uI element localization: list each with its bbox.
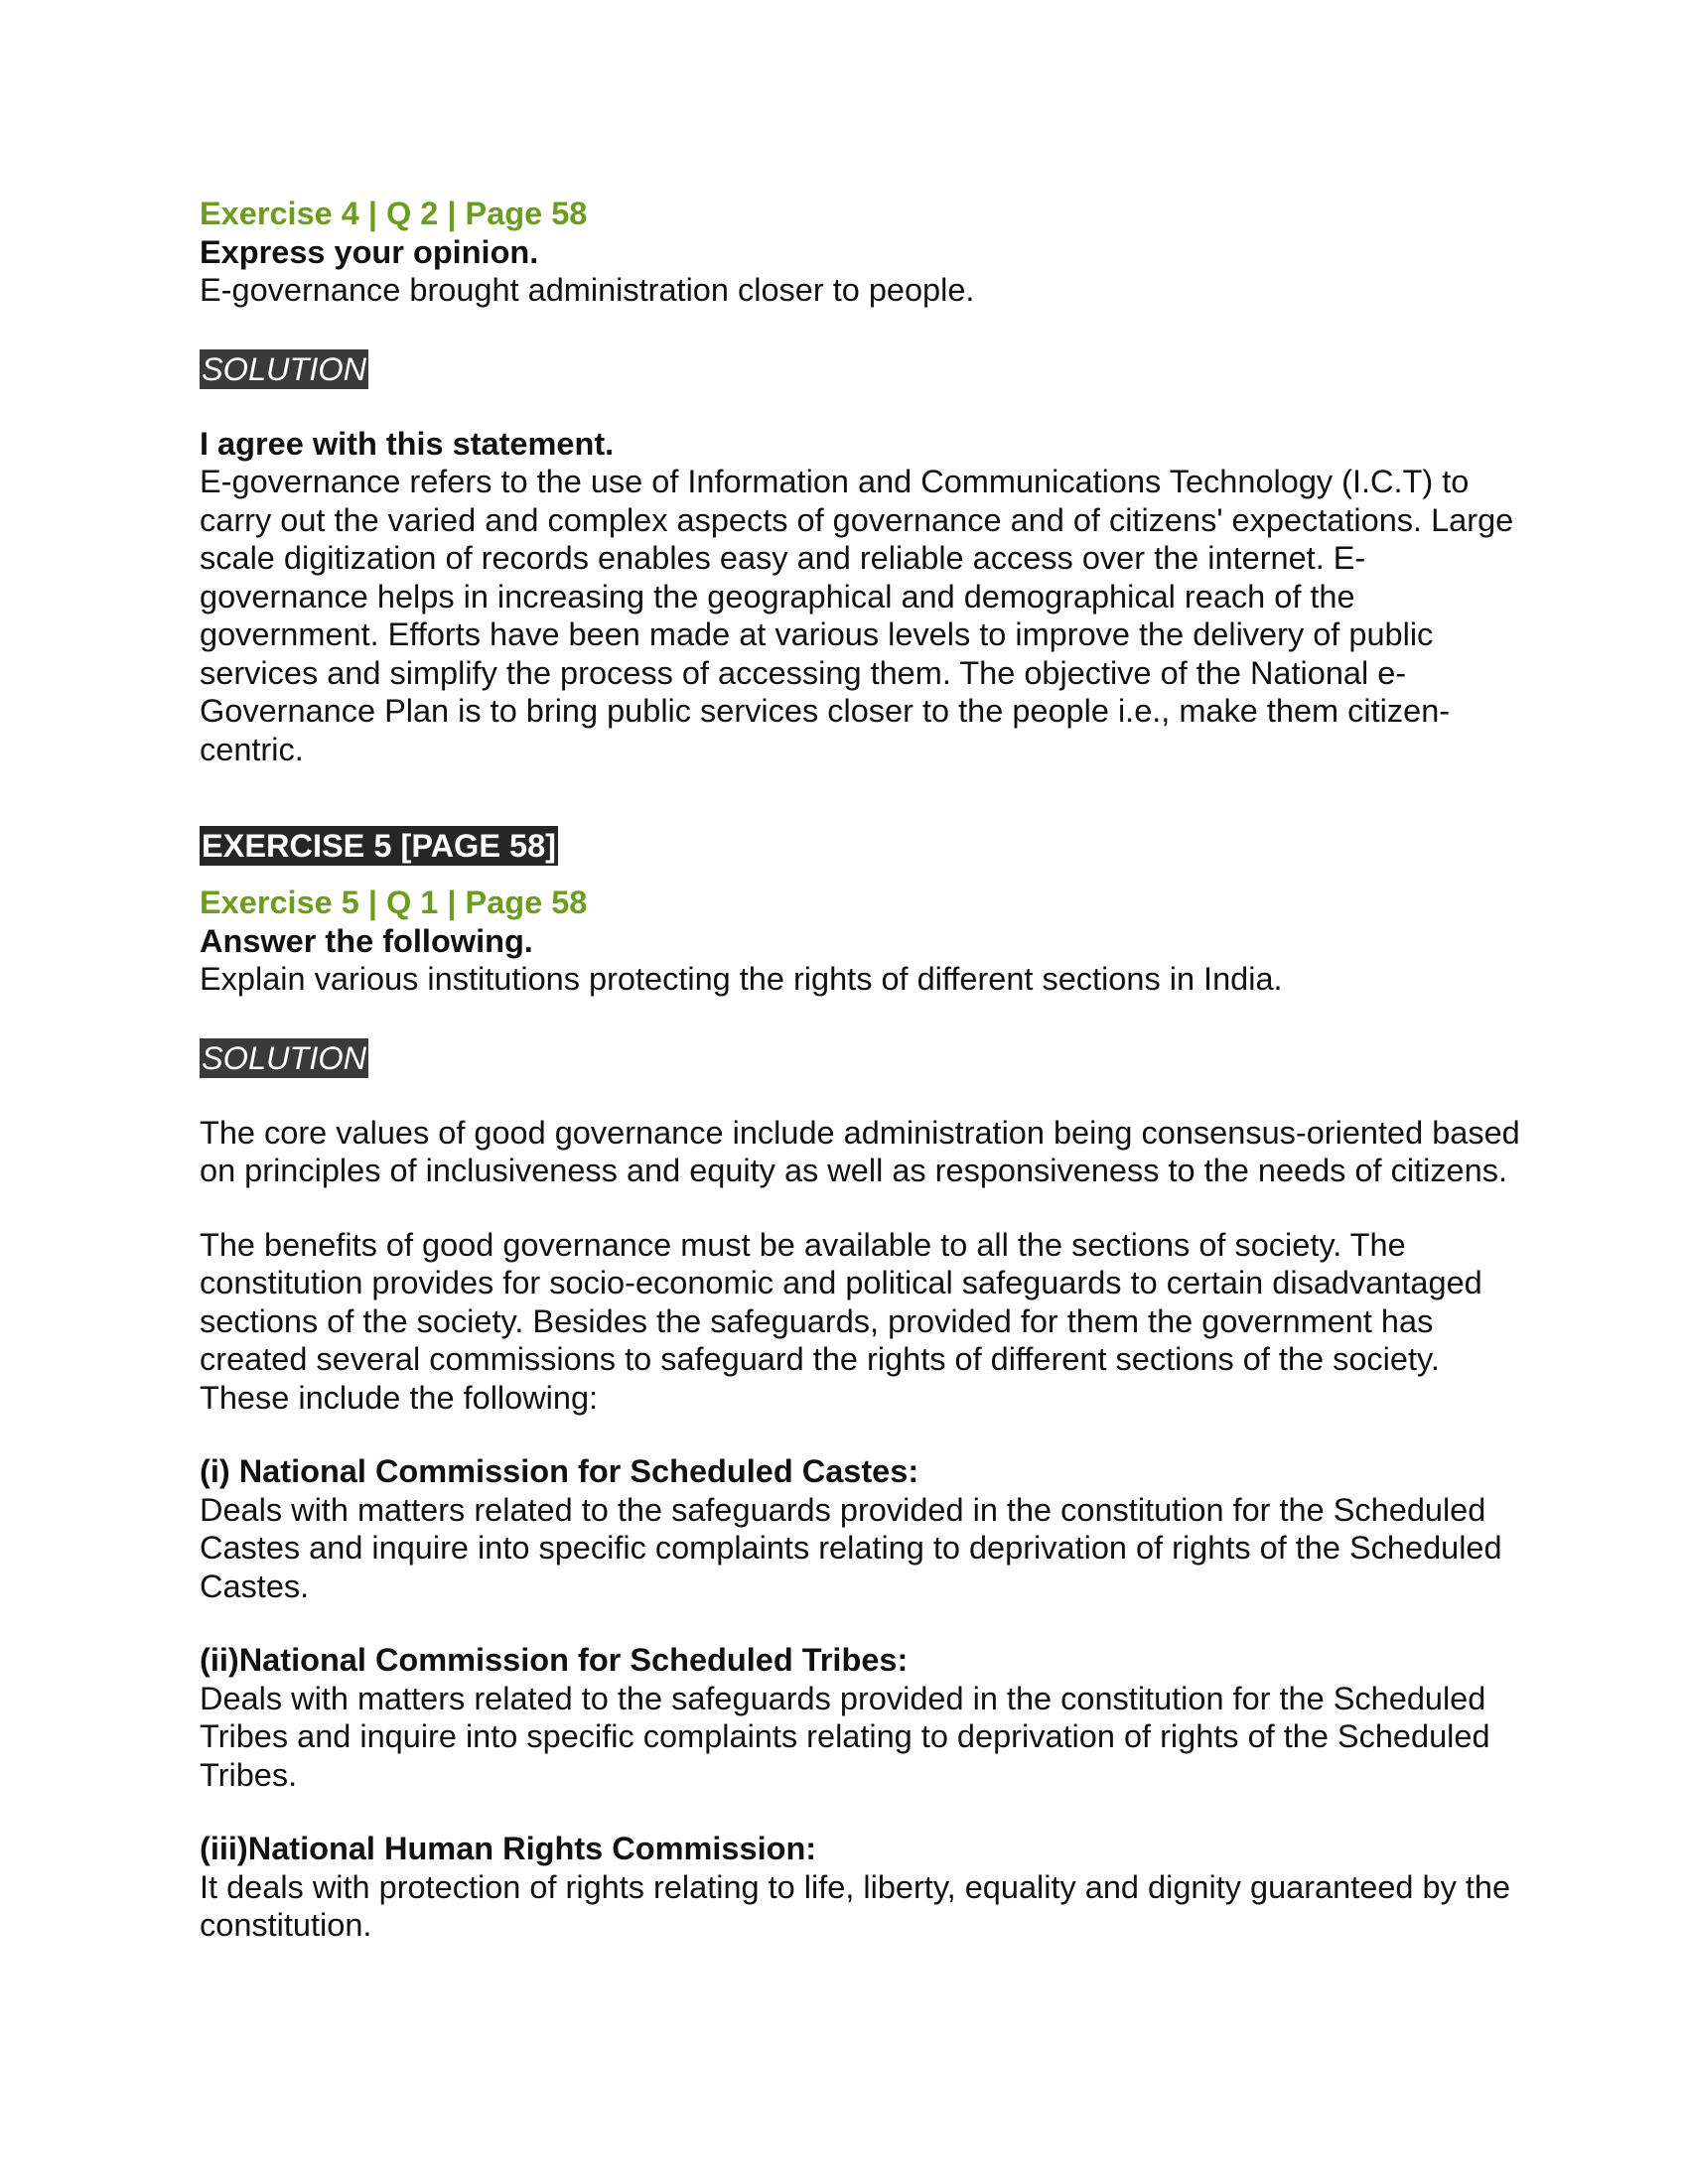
commission-title: (ii)National Commission for Scheduled Tribes:	[200, 1642, 909, 1678]
exercise-header: Exercise 4 | Q 2 | Page 58	[200, 196, 588, 231]
answer-paragraph: The benefits of good governance must be available to all the sections of society. The constitution provides for socio-economic and political safeguards to certain disadvantaged sections of the society. Besides the safeguards, provided for them the government has created several commissions to safeguard the rights of different sections of the society. These include the following:	[200, 1226, 1482, 1416]
solution-label: SOLUTION	[202, 350, 367, 387]
commission-title: (iii)National Human Rights Commission:	[200, 1831, 817, 1866]
commission-title: (i) National Commission for Scheduled Castes:	[200, 1453, 919, 1489]
section-title: EXERCISE 5 [PAGE 58]	[202, 828, 557, 864]
commission-description: Deals with matters related to the safeguards provided in the constitution for the Scheduled Tribes and inquire into specific complaints relating to deprivation of rights of the Scheduled Tribes.	[200, 1680, 1490, 1793]
answer-body: E-governance refers to the use of Information and Communications Technology (I.C.T) to carry out the varied and complex aspects of governance and of citizens' expectations. Large scale digitization of records enables easy and reliable access over the internet. E-governance helps in increasing the geographical and demographical reach of the government. Efforts have been made at various levels to improve the delivery of public services and simplify the process of accessing them. The objective of the National e-Governance Plan is to bring public services closer to the people i.e., make them citizen-centric.	[200, 464, 1514, 767]
answer-lead: I agree with this statement.	[200, 425, 615, 462]
exercise-header: Exercise 5 | Q 1 | Page 58	[200, 885, 588, 920]
commission-description: It deals with protection of rights relating to life, liberty, equality and dignity guaranteed by the constitution.	[200, 1868, 1511, 1943]
page-content	[200, 195, 1520, 1945]
question-text: E-governance brought administration closer to people.	[200, 272, 975, 308]
question-instruction: Answer the following.	[200, 922, 533, 959]
question-text: Explain various institutions protecting the rights of different sections in India.	[200, 961, 1283, 997]
commission-description: Deals with matters related to the safeguards provided in the constitution for the Scheduled Castes and inquire into specific complaints relating to deprivation of rights of the Scheduled Castes.	[200, 1491, 1502, 1604]
answer-paragraph: The core values of good governance include administration being consensus-oriented based on principles of inclusiveness and equity as well as responsiveness to the needs of citizens.	[200, 1114, 1520, 1188]
question-instruction: Express your opinion.	[200, 233, 539, 270]
solution-label: SOLUTION	[202, 1039, 367, 1076]
